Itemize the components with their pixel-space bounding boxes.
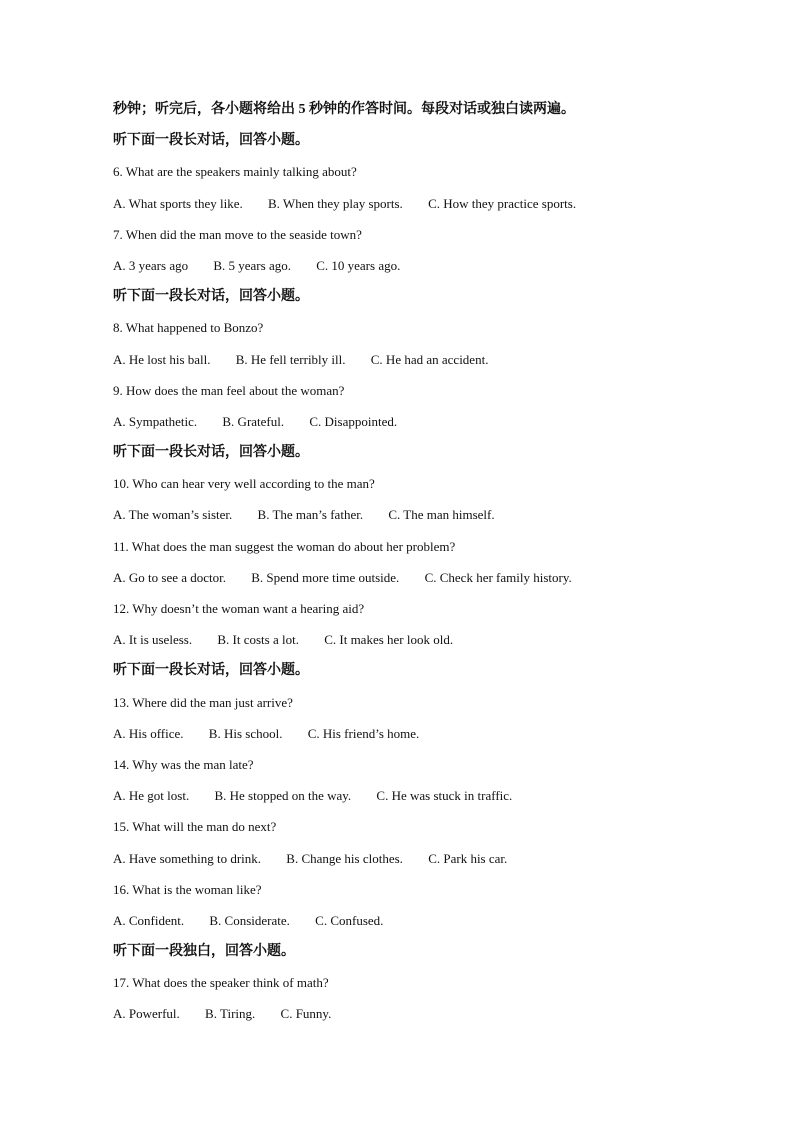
option-a: A. His office. bbox=[113, 725, 184, 741]
options-16 bbox=[113, 909, 753, 940]
options-7 bbox=[113, 254, 753, 285]
section-heading: 听下面一段长对话，回答小题。 bbox=[113, 289, 309, 305]
intro-text: 秒钟；听完后，各小题将给出 5 秒钟的作答时间。每段对话或独白读两遍。 bbox=[113, 102, 575, 117]
question-7: 7. When did the man move to the seaside town? bbox=[113, 226, 362, 242]
question-14: 14. Why was the man late? bbox=[113, 756, 254, 772]
option-b: B. He stopped on the way. bbox=[214, 788, 352, 804]
question-8: 8. What happened to Bonzo? bbox=[113, 320, 264, 336]
options-13 bbox=[113, 722, 753, 753]
option-b: B. 5 years ago. bbox=[213, 257, 291, 273]
option-c: C. Check her family history. bbox=[424, 569, 572, 585]
options-10 bbox=[113, 503, 753, 534]
option-b: B. Tiring. bbox=[205, 1006, 256, 1022]
option-a: A. Confident. bbox=[113, 912, 185, 928]
question-17: 17. What does the speaker think of math? bbox=[113, 975, 329, 991]
option-a: A. Have something to drink. bbox=[113, 850, 262, 866]
option-b: B. Considerate. bbox=[209, 912, 290, 928]
options-6 bbox=[113, 192, 753, 223]
option-a: A. Go to see a doctor. bbox=[113, 569, 227, 585]
options-14 bbox=[113, 784, 753, 815]
option-a: A. Powerful. bbox=[113, 1006, 180, 1022]
option-b: B. Change his clothes. bbox=[286, 850, 403, 866]
question-9: 9. How does the man feel about the woman? bbox=[113, 382, 345, 398]
option-c: C. 10 years ago. bbox=[316, 257, 401, 273]
options-8 bbox=[113, 348, 753, 379]
option-b: B. Grateful. bbox=[222, 413, 285, 429]
options-15 bbox=[113, 847, 753, 878]
question-12: 12. Why doesn’t the woman want a hearing aid? bbox=[113, 601, 365, 616]
option-c: C. Disappointed. bbox=[309, 413, 398, 429]
option-c: C. Funny. bbox=[280, 1006, 332, 1022]
section-heading: 听下面一段长对话，回答小题。 bbox=[113, 663, 309, 679]
question-10: 10. Who can hear very well according to the man? bbox=[113, 476, 375, 492]
option-c: C. He was stuck in traffic. bbox=[376, 788, 513, 804]
section-heading: 听下面一段独白，回答小题。 bbox=[113, 944, 295, 960]
document-page bbox=[113, 98, 753, 1034]
option-a: A. He got lost. bbox=[113, 788, 190, 804]
option-c: C. Confused. bbox=[315, 912, 384, 928]
question-11: 11. What does the man suggest the woman do about her problem? bbox=[113, 538, 456, 554]
option-c: C. It makes her look old. bbox=[324, 632, 454, 648]
question-16: 16. What is the woman like? bbox=[113, 881, 262, 897]
option-c: C. The man himself. bbox=[388, 507, 495, 523]
question-6: 6. What are the speakers mainly talking about? bbox=[113, 164, 357, 180]
question-15: 15. What will the man do next? bbox=[113, 819, 277, 835]
question-13: 13. Where did the man just arrive? bbox=[113, 694, 293, 710]
option-a: A. 3 years ago bbox=[113, 257, 189, 273]
option-a: A. Sympathetic. bbox=[113, 413, 198, 429]
option-b: B. His school. bbox=[208, 725, 283, 741]
option-b: B. He fell terribly ill. bbox=[235, 351, 346, 367]
option-a: A. He lost his ball. bbox=[113, 351, 211, 367]
option-b: B. The man’s father. bbox=[257, 507, 364, 523]
section-heading: 听下面一段长对话，回答小题。 bbox=[113, 445, 309, 461]
option-b: B. It costs a lot. bbox=[217, 632, 299, 648]
options-12 bbox=[113, 628, 753, 659]
option-c: C. His friend’s home. bbox=[307, 725, 420, 741]
options-9 bbox=[113, 410, 753, 441]
options-11 bbox=[113, 566, 753, 597]
options-17 bbox=[113, 1002, 753, 1033]
option-c: C. He had an accident. bbox=[370, 351, 489, 367]
option-c: C. Park his car. bbox=[428, 850, 508, 866]
option-a: A. The woman’s sister. bbox=[113, 507, 233, 523]
option-a: A. It is useless. bbox=[113, 632, 193, 648]
option-c: C. How they practice sports. bbox=[428, 195, 577, 211]
option-b: B. Spend more time outside. bbox=[251, 569, 400, 585]
option-b: B. When they play sports. bbox=[268, 195, 403, 211]
section-heading: 听下面一段长对话，回答小题。 bbox=[113, 133, 309, 149]
option-a: A. What sports they like. bbox=[113, 195, 243, 211]
